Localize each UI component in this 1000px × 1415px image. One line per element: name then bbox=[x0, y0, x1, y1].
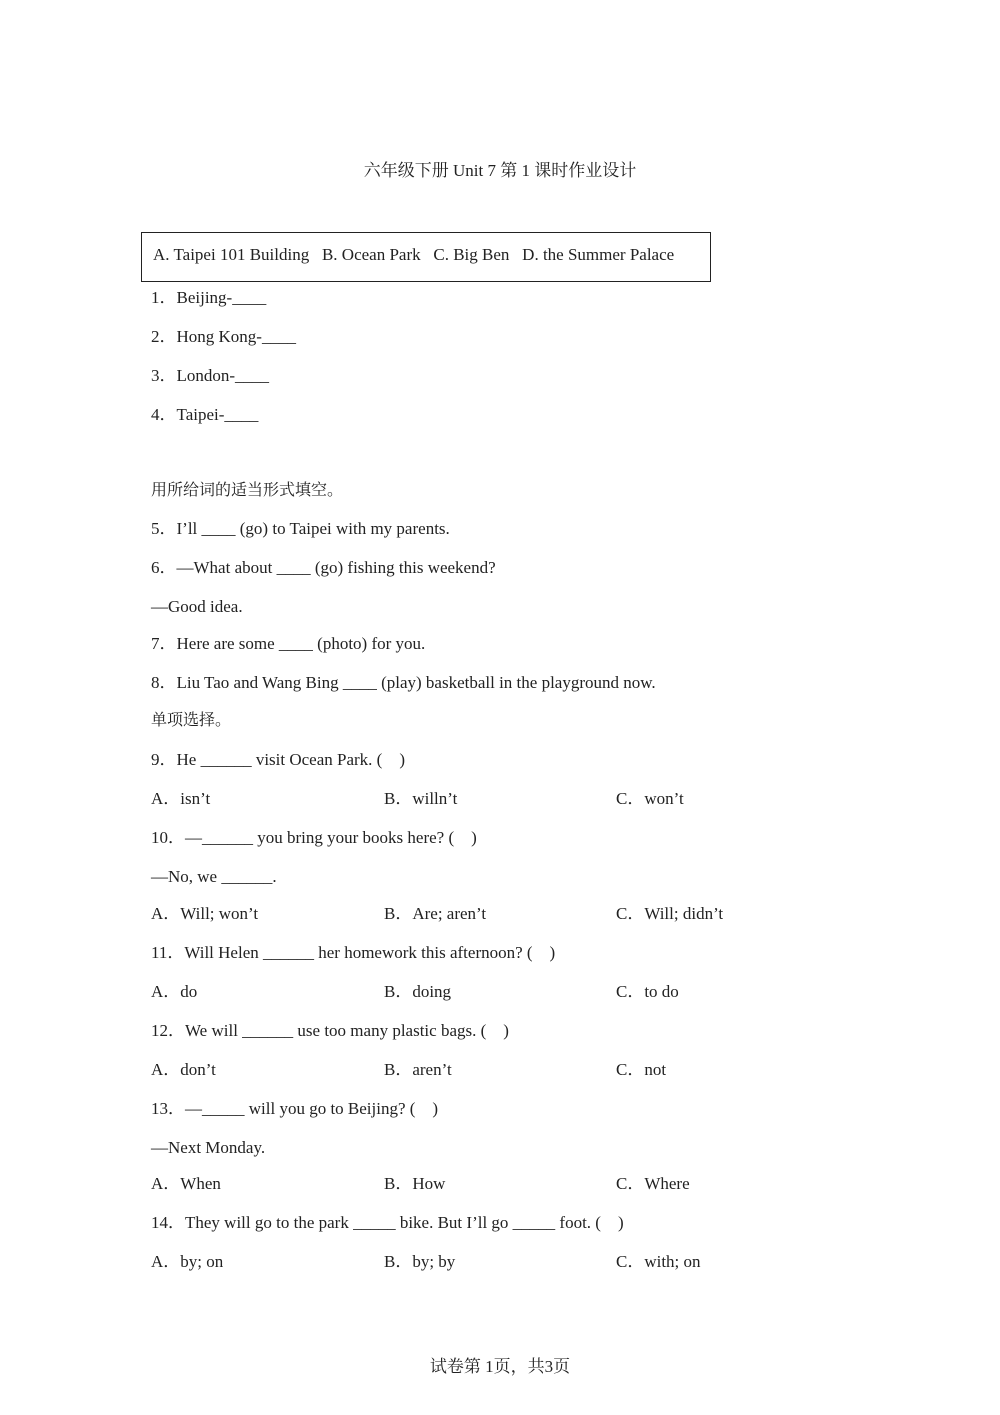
page-title: 六年级下册 Unit 7 第 1 课时作业设计 bbox=[363, 161, 637, 180]
question-8: 8．Liu Tao and Wang Bing ____ (play) basketball in the playground now. bbox=[151, 673, 656, 692]
question-2: 2．Hong Kong-____ bbox=[151, 327, 296, 346]
question-9-option-a: A．isn’t bbox=[151, 789, 211, 808]
question-12-option-b: B．aren’t bbox=[384, 1060, 452, 1079]
question-10-option-b: B．Are; aren’t bbox=[384, 904, 487, 923]
question-13-reply: —Next Monday. bbox=[151, 1138, 266, 1157]
question-14-option-c: C．with; on bbox=[616, 1252, 701, 1271]
question-11-stem: 11．Will Helen ______ her homework this afternoon? ( ) bbox=[151, 943, 556, 962]
question-11-option-a: A．do bbox=[151, 982, 198, 1001]
question-14-stem: 14．They will go to the park _____ bike. But I’ll go _____ foot. ( ) bbox=[151, 1213, 624, 1232]
question-12-option-a: A．don’t bbox=[151, 1060, 216, 1079]
question-13-option-b: B．How bbox=[384, 1174, 446, 1193]
question-3: 3．London-____ bbox=[151, 366, 270, 385]
section-heading-fill-in: 用所给词的适当形式填空。 bbox=[151, 480, 344, 499]
question-14-option-a: A．by; on bbox=[151, 1252, 224, 1271]
question-4: 4．Taipei-____ bbox=[151, 405, 259, 424]
question-10-option-c: C．Will; didn’t bbox=[616, 904, 724, 923]
question-5: 5．I’ll ____ (go) to Taipei with my parents. bbox=[151, 519, 450, 538]
word-bank-box bbox=[141, 232, 711, 282]
question-10-option-a: A．Will; won’t bbox=[151, 904, 259, 923]
question-13-option-a: A．When bbox=[151, 1174, 221, 1193]
question-10-stem: 10．—______ you bring your books here? ( ) bbox=[151, 828, 477, 847]
question-13-option-c: C．Where bbox=[616, 1174, 690, 1193]
question-11-option-b: B．doing bbox=[384, 982, 452, 1001]
page-footer: 试卷第 1页，共3页 bbox=[429, 1357, 571, 1376]
question-6: 6．—What about ____ (go) fishing this weekend? bbox=[151, 558, 496, 577]
question-1: 1．Beijing-____ bbox=[151, 288, 267, 307]
question-12-option-c: C．not bbox=[616, 1060, 667, 1079]
question-7: 7．Here are some ____ (photo) for you. bbox=[151, 634, 426, 653]
word-bank-text: A. Taipei 101 Building B. Ocean Park C. Big Ben D. the Summer Palace bbox=[153, 245, 675, 264]
question-11-option-c: C．to do bbox=[616, 982, 679, 1001]
section-heading-multiple-choice: 单项选择。 bbox=[151, 710, 232, 729]
question-10-reply: —No, we ______. bbox=[151, 867, 277, 886]
question-9-option-c: C．won’t bbox=[616, 789, 684, 808]
question-9-stem: 9．He ______ visit Ocean Park. ( ) bbox=[151, 750, 406, 769]
question-13-stem: 13．—_____ will you go to Beijing? ( ) bbox=[151, 1099, 439, 1118]
question-14-option-b: B．by; by bbox=[384, 1252, 456, 1271]
question-9-option-b: B．willn’t bbox=[384, 789, 458, 808]
question-6-reply: —Good idea. bbox=[151, 597, 243, 616]
question-12-stem: 12．We will ______ use too many plastic bags. ( ) bbox=[151, 1021, 509, 1040]
